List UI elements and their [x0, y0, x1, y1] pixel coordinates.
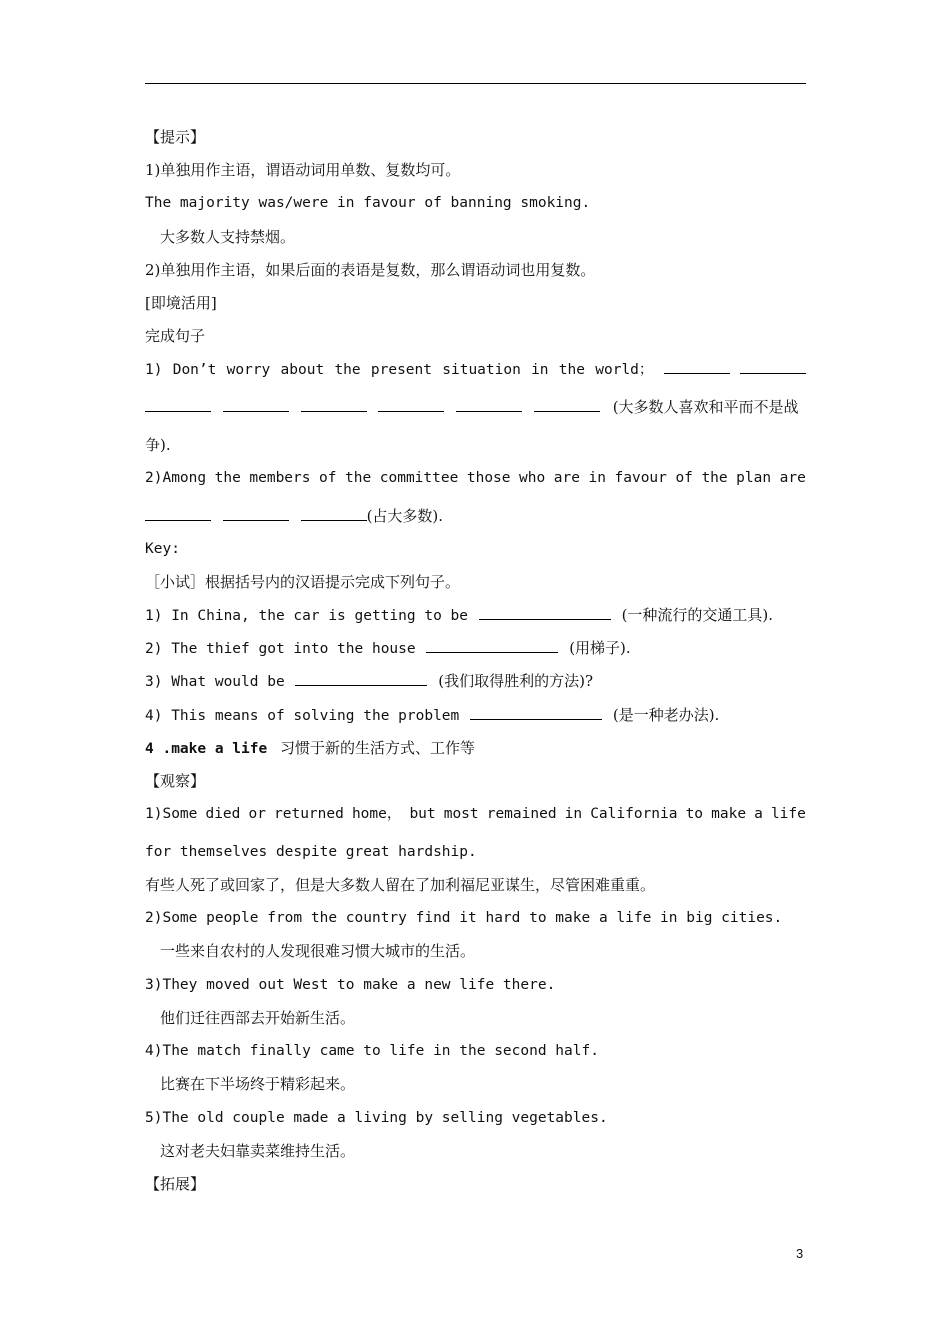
- quiz-heading: ［小试］根据括号内的汉语提示完成下列句子。: [145, 573, 461, 591]
- question-1-line-1: [145, 359, 806, 381]
- header-rule: [145, 83, 806, 84]
- word: in: [588, 470, 606, 486]
- quiz-1: [145, 604, 773, 627]
- word: about: [280, 362, 325, 378]
- quiz-3-hint: (我们取得胜利的方法)?: [438, 672, 593, 690]
- quiz-2: [145, 637, 631, 660]
- quiz-1-hint: (一种流行的交通工具).: [621, 606, 774, 624]
- observe-2-translation: 一些来自农村的人发现很难习惯大城市的生活。: [160, 942, 476, 960]
- question-2-hint: (占大多数).: [366, 507, 444, 525]
- observe-1-translation: 有些人死了或回家了，但是大多数人留在了加利福尼亚谋生，尽管困难重重。: [145, 876, 656, 894]
- quiz-4-hint: (是一种老办法).: [612, 706, 720, 724]
- quiz-4: [145, 704, 719, 727]
- word: to: [685, 806, 704, 822]
- word: of: [319, 470, 337, 486]
- quiz-3: [145, 670, 593, 693]
- word: 1)Some: [145, 806, 198, 822]
- word: who: [519, 470, 546, 486]
- hint-1-translation: 大多数人支持禁烟。: [160, 228, 296, 246]
- observe-1-line-2: for themselves despite great hardship.: [145, 844, 477, 860]
- hint-2: 2)单独用作主语，如果后面的表语是复数，那么谓语动词也用复数。: [145, 261, 596, 279]
- word: are: [553, 470, 580, 486]
- word: California: [590, 806, 678, 822]
- word: worry: [226, 362, 271, 378]
- word: in: [531, 362, 549, 378]
- word: home，: [351, 806, 402, 822]
- page-number: 3: [796, 1246, 804, 1261]
- word: world；: [595, 362, 654, 378]
- word: the: [214, 470, 241, 486]
- expand-heading: 【拓展】: [145, 1175, 206, 1193]
- answer-blank: [740, 359, 806, 374]
- word: returned: [274, 806, 344, 822]
- practice-heading: [即境活用]: [145, 294, 217, 312]
- word: those: [466, 470, 511, 486]
- section-4-title: 4 .make a life: [145, 741, 268, 757]
- hint-1: 1)单独用作主语，谓语动词用单数、复数均可。: [145, 161, 461, 179]
- word: members: [249, 470, 311, 486]
- word: a: [754, 806, 763, 822]
- word: life: [770, 806, 806, 822]
- word: make: [711, 806, 747, 822]
- word: present: [370, 362, 432, 378]
- observe-4: 4)The match finally came to life in the second half.: [145, 1043, 599, 1059]
- hint-1-example: The majority was/were in favour of banning smoking.: [145, 195, 591, 211]
- question-1-hint-end: 争).: [145, 436, 171, 454]
- word: remained: [486, 806, 557, 822]
- word: the: [334, 362, 361, 378]
- word: 2)Among: [145, 470, 207, 486]
- section-4-heading: [145, 737, 475, 760]
- quiz-2-hint: (用梯子).: [569, 639, 631, 657]
- question-1-line-2: [145, 396, 799, 418]
- quiz-1-text: 1) In China, the car is getting to be: [145, 608, 469, 624]
- answer-blank: [664, 359, 730, 374]
- question-1-hint: (大多数人喜欢和平而不是战: [612, 398, 799, 416]
- observe-2: 2)Some people from the country find it hard to make a life in big cities.: [145, 910, 783, 926]
- hint-heading: 【提示】: [145, 128, 206, 146]
- word: the: [558, 362, 585, 378]
- word: the: [701, 470, 728, 486]
- word: of: [675, 470, 693, 486]
- complete-sentences-label: 完成句子: [145, 327, 206, 345]
- question-2-line-2: [145, 505, 443, 527]
- word: most: [443, 806, 479, 822]
- question-2-line-1: [145, 467, 806, 489]
- observe-heading: 【观察】: [145, 772, 206, 790]
- section-4-description: 习惯于新的生活方式、工作等: [280, 739, 476, 757]
- observe-5: 5)The old couple made a living by selling vegetables.: [145, 1110, 608, 1126]
- observe-5-translation: 这对老夫妇靠卖菜维持生活。: [160, 1142, 356, 1160]
- observe-4-translation: 比赛在下半场终于精彩起来。: [160, 1075, 356, 1093]
- word: favour: [614, 470, 667, 486]
- observe-3: 3)They moved out West to make a new life there.: [145, 977, 556, 993]
- quiz-2-text: 2) The thief got into the house: [145, 641, 416, 657]
- word: 1): [145, 362, 163, 378]
- word: in: [564, 806, 583, 822]
- observe-1-line-1: [145, 803, 806, 825]
- word: the: [345, 470, 372, 486]
- word: situation: [442, 362, 521, 378]
- word: are: [779, 470, 806, 486]
- word: or: [248, 806, 266, 822]
- word: committee: [379, 470, 459, 486]
- word: Don’t: [172, 362, 217, 378]
- quiz-4-text: 4) This means of solving the problem: [145, 708, 460, 724]
- word: plan: [736, 470, 772, 486]
- word: died: [205, 806, 241, 822]
- key-label: Key:: [145, 541, 180, 557]
- word: but: [409, 806, 436, 822]
- observe-3-translation: 他们迁往西部去开始新生活。: [160, 1009, 356, 1027]
- quiz-3-text: 3) What would be: [145, 674, 285, 690]
